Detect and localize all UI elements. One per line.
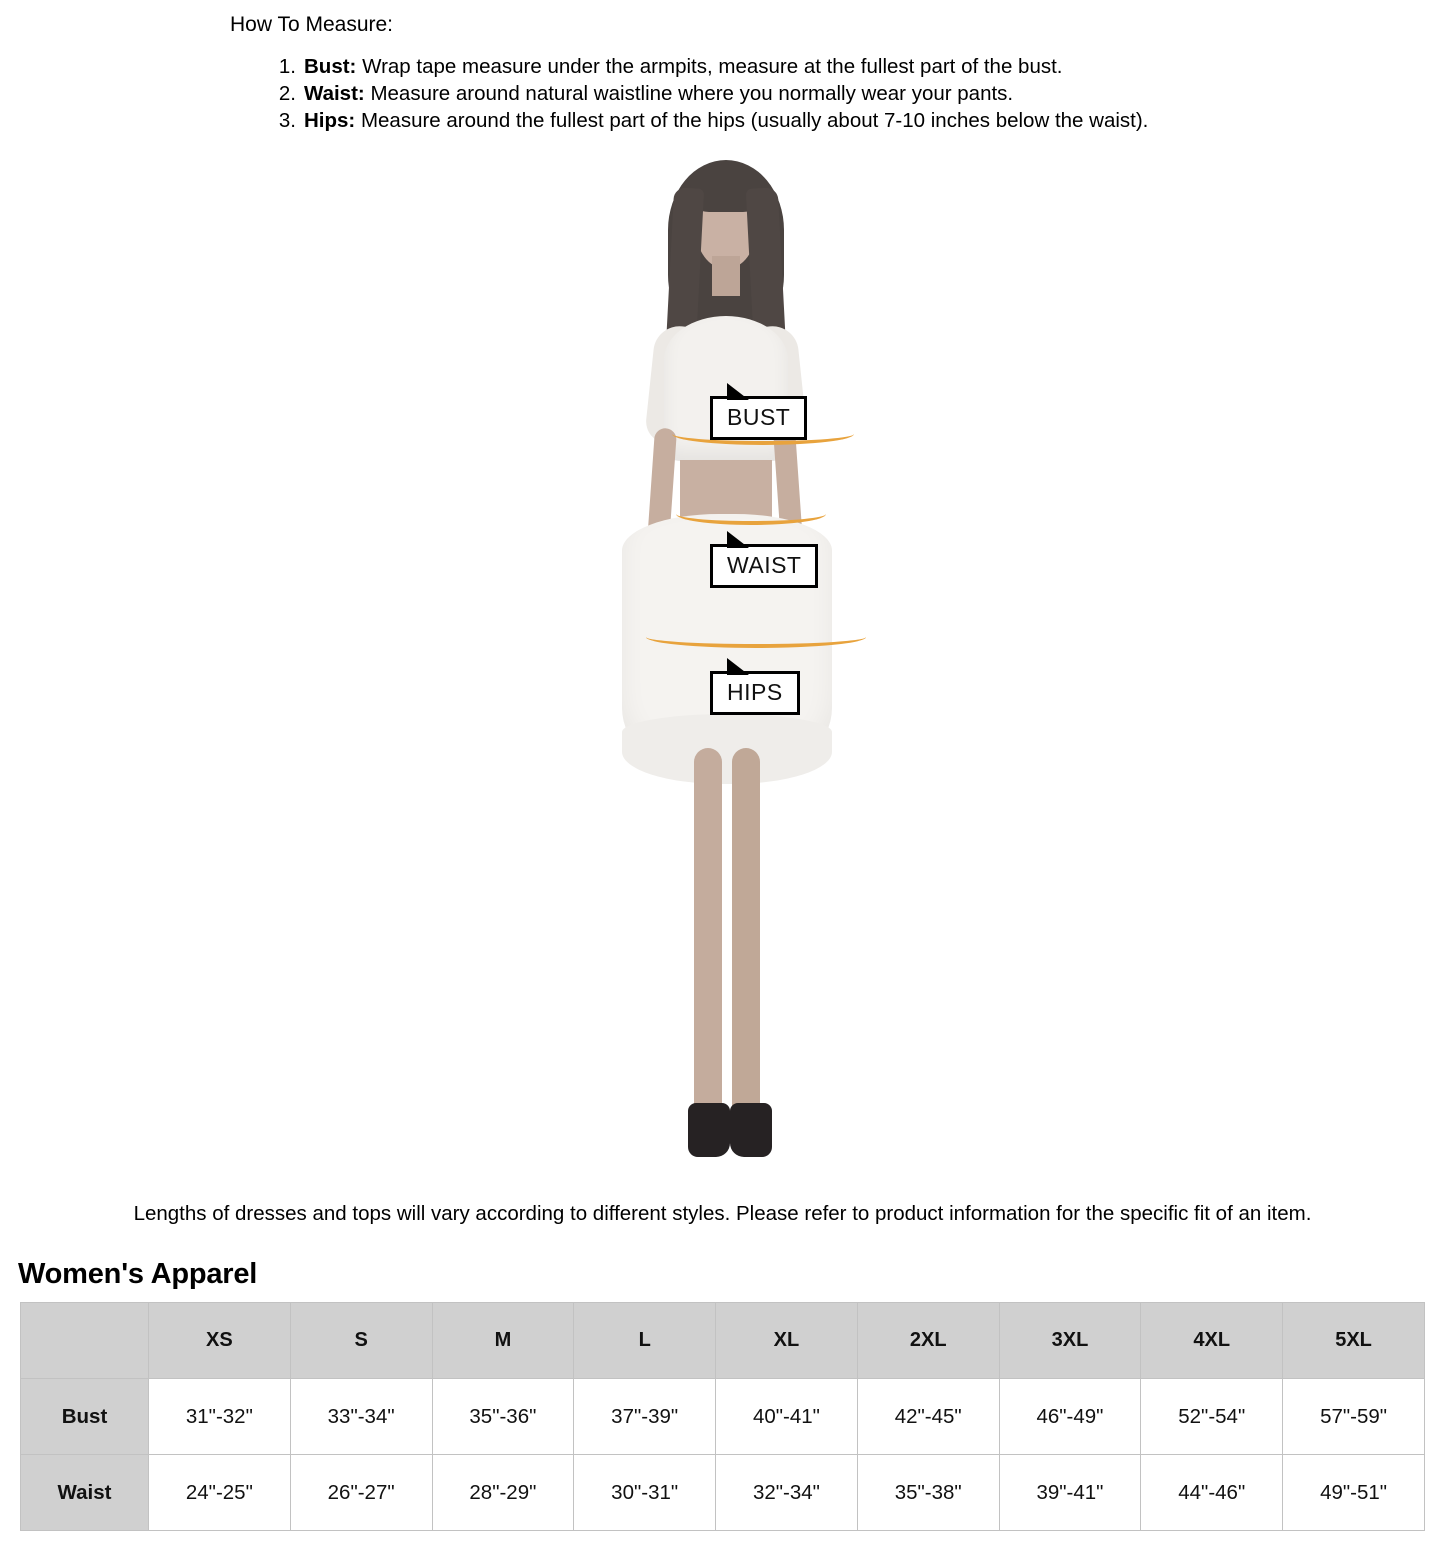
section-title: Women's Apparel (18, 1258, 258, 1290)
size-chart-table (20, 1302, 1425, 1531)
table-corner-cell (21, 1303, 149, 1379)
how-to-measure-block (0, 0, 1445, 134)
table-row (21, 1379, 1425, 1455)
list-item-number: 3. (278, 109, 296, 132)
table-body (21, 1379, 1425, 1531)
model-neck (712, 256, 740, 296)
list-item-label: Waist: (304, 82, 365, 105)
cell-bust-4xl: 52"-54" (1141, 1379, 1283, 1455)
column-header-3xl: 3XL (999, 1303, 1141, 1379)
cell-bust-l: 37"-39" (574, 1379, 716, 1455)
cell-bust-5xl: 57"-59" (1283, 1379, 1425, 1455)
column-header-xs: XS (149, 1303, 291, 1379)
fit-note: Lengths of dresses and tops will vary according to different styles. Please refer to product information for the specific fit of an item. (133, 1202, 1312, 1225)
list-item (270, 53, 1445, 80)
hips-tape-line (646, 626, 866, 648)
cell-waist-l: 30"-31" (574, 1455, 716, 1531)
list-item-text: Measure around natural waistline where you normally wear your pants. (370, 82, 1014, 105)
model-shoe-left (688, 1103, 730, 1157)
column-header-2xl: 2XL (857, 1303, 999, 1379)
list-item-number: 2. (278, 82, 296, 105)
cell-waist-xl: 32"-34" (716, 1455, 858, 1531)
column-header-s: S (290, 1303, 432, 1379)
callout-pointer-icon (727, 383, 749, 400)
callout-pointer-icon (727, 531, 749, 548)
cell-waist-3xl: 39"-41" (999, 1455, 1141, 1531)
table-header-row (21, 1303, 1425, 1379)
list-item-text: Wrap tape measure under the armpits, measure at the fullest part of the bust. (362, 55, 1063, 78)
column-header-l: L (574, 1303, 716, 1379)
hips-callout-label (710, 671, 800, 715)
cell-waist-4xl: 44"-46" (1141, 1455, 1283, 1531)
hips-callout-text: HIPS (727, 679, 783, 705)
cell-waist-xs: 24"-25" (149, 1455, 291, 1531)
bust-callout-label (710, 396, 807, 440)
cell-waist-2xl: 35"-38" (857, 1455, 999, 1531)
callout-pointer-icon (727, 658, 749, 675)
cell-bust-3xl: 46"-49" (999, 1379, 1141, 1455)
list-item (270, 80, 1445, 107)
model-photo (590, 148, 860, 1198)
model-leg-right (732, 748, 760, 1118)
list-item-text: Measure around the fullest part of the hips (usually about 7-10 inches below the waist). (360, 109, 1149, 132)
how-to-measure-title: How To Measure: (230, 13, 394, 36)
cell-waist-m: 28"-29" (432, 1455, 574, 1531)
cell-bust-s: 33"-34" (290, 1379, 432, 1455)
waist-callout-label (710, 544, 818, 588)
row-header-bust: Bust (21, 1379, 149, 1455)
table-head (21, 1303, 1425, 1379)
how-to-measure-list (0, 53, 1445, 134)
column-header-5xl: 5XL (1283, 1303, 1425, 1379)
cell-bust-2xl: 42"-45" (857, 1379, 999, 1455)
model-skirt-hem (622, 714, 832, 784)
list-item-label: Bust: (304, 55, 357, 78)
measurement-figure (0, 148, 1445, 1203)
table-row (21, 1455, 1425, 1531)
waist-tape-line (676, 503, 826, 525)
cell-bust-xs: 31"-32" (149, 1379, 291, 1455)
bust-callout-text: BUST (727, 404, 791, 430)
cell-waist-s: 26"-27" (290, 1455, 432, 1531)
model-shoe-right (730, 1103, 772, 1157)
model-leg-left (694, 748, 722, 1118)
column-header-m: M (432, 1303, 574, 1379)
cell-waist-5xl: 49"-51" (1283, 1455, 1425, 1531)
list-item-label: Hips: (304, 109, 356, 132)
waist-callout-text: WAIST (727, 552, 802, 578)
cell-bust-m: 35"-36" (432, 1379, 574, 1455)
row-header-waist: Waist (21, 1455, 149, 1531)
list-item-number: 1. (278, 55, 296, 78)
cell-bust-xl: 40"-41" (716, 1379, 858, 1455)
column-header-4xl: 4XL (1141, 1303, 1283, 1379)
column-header-xl: XL (716, 1303, 858, 1379)
list-item (270, 107, 1445, 134)
size-table-wrapper (20, 1302, 1425, 1531)
